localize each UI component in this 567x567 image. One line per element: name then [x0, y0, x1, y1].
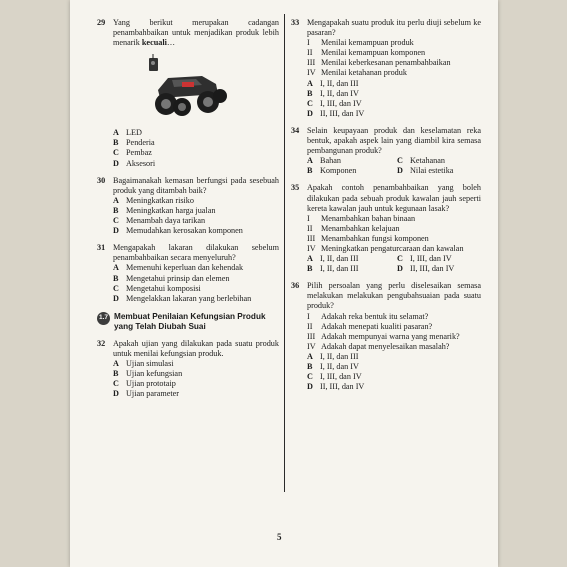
option-b[interactable]: B I, II, dan IV	[307, 362, 359, 371]
option-a[interactable]: A Bahan	[307, 156, 341, 166]
roman-item: I Menambahkan bahan binaan	[307, 213, 416, 223]
option-a[interactable]: A I, II, dan III	[307, 78, 359, 88]
roman-item: IV Meningkatkan pengaturcaraan dan kawalan	[307, 243, 464, 253]
question-number: 34	[291, 125, 300, 135]
roman-item: II Menilai kemampuan komponen	[307, 48, 426, 58]
option-c[interactable]: C Pembaz	[113, 148, 152, 158]
exam-page	[70, 0, 498, 567]
question-30	[97, 176, 279, 237]
question-stem: Selain keupayaan produk dan keselamatan reka bentuk, apakah aspek lain yang diambil kira semasa pembangunan produk?	[307, 125, 481, 156]
question-stem: Apakah ujian yang dilakukan pada suatu produk untuk menilai kefungsian produk.	[113, 338, 279, 358]
question-number: 35	[291, 183, 300, 193]
option-b[interactable]: B I, II, dan IV	[307, 88, 359, 98]
question-stem: Bagaimanakah kemasan berfungsi pada sesebuah produk yang ditambah baik?	[113, 175, 279, 195]
option-d[interactable]: D II, III, dan IV	[397, 264, 455, 274]
question-stem: Yang berikut merupakan cadangan penambahbaikan untuk menjadikan produk lebih menarik kecuali…	[113, 18, 279, 48]
question-number: 32	[97, 338, 106, 348]
option-b[interactable]: B I, II, dan III	[307, 264, 359, 274]
option-d[interactable]: D II, III, dan IV	[307, 108, 365, 118]
option-d[interactable]: D II, III, dan IV	[307, 382, 365, 392]
option-b[interactable]: B Penderia	[113, 138, 155, 148]
page-number: 5	[277, 532, 282, 542]
question-32	[97, 339, 279, 400]
left-column	[97, 18, 279, 406]
option-d[interactable]: D Nilai estetika	[397, 166, 454, 176]
roman-item: II Adakah menepati kualiti pasaran?	[307, 321, 433, 331]
option-c[interactable]: C I, III, dan IV	[307, 98, 362, 108]
option-a[interactable]: A Ujian simulasi	[113, 358, 174, 368]
question-number: 29	[97, 18, 106, 27]
question-stem: Mengapakah suatu produk itu perlu diuji sebelum ke pasaran?	[307, 18, 481, 38]
question-36	[291, 281, 481, 392]
option-b[interactable]: B Mengetahui prinsip dan elemen	[113, 273, 230, 283]
option-c[interactable]: C I, III, dan IV	[307, 372, 362, 382]
option-d[interactable]: D Memudahkan kerosakan komponen	[113, 226, 243, 236]
question-number: 31	[97, 243, 106, 253]
roman-item: IV Menilai ketahanan produk	[307, 68, 407, 78]
section-title: Membuat Penilaian Kefungsian Produk yang Telah Diubah Suai	[114, 311, 266, 331]
question-number: 36	[291, 281, 300, 291]
question-stem: Mengapakah lakaran dilakukan sebelum penambahbaikan secara menyeluruh?	[113, 243, 279, 263]
option-c[interactable]: C Menambah daya tarikan	[113, 216, 206, 226]
question-stem: Apakah contoh penambahbaikan yang boleh dilakukan pada sebuah produk kawalan jauh seperti kereta kawalan jauh untuk kegunaan lasak?	[307, 183, 481, 213]
roman-item: II Menambahkan kelajuan	[307, 223, 400, 233]
roman-item: IV Adakah dapat menyelesaikan masalah?	[307, 341, 450, 351]
question-number: 33	[291, 18, 300, 27]
column-divider	[284, 14, 285, 492]
option-a[interactable]: A I, II, dan III	[307, 254, 359, 264]
question-33	[291, 18, 481, 119]
question-number: 30	[97, 175, 106, 185]
option-d[interactable]: D Mengelakkan lakaran yang berlebihan	[113, 293, 252, 303]
option-b[interactable]: B Komponen	[307, 166, 357, 176]
question-31	[97, 243, 279, 304]
section-badge: 1.7	[97, 312, 110, 325]
roman-item: III Menilai keberkesanan penambahbaikan	[307, 58, 451, 68]
option-d[interactable]: D Aksesori	[113, 158, 156, 168]
roman-item: I Menilai kemampuan produk	[307, 38, 414, 48]
section-heading	[97, 312, 279, 332]
option-a[interactable]: A I, II, dan III	[307, 351, 359, 361]
roman-item: I Adakah reka bentuk itu selamat?	[307, 311, 429, 321]
option-a[interactable]: A LED	[113, 128, 142, 138]
right-column	[291, 18, 481, 399]
question-stem: Pilih persoalan yang perlu diselesaikan semasa melakukan melakukan pengubahsuaian pada suatu produk?	[307, 281, 481, 311]
question-35	[291, 183, 481, 274]
roman-item: III Adakah mempunyai warna yang menarik?	[307, 331, 460, 341]
rc-car-image	[138, 52, 230, 124]
option-d[interactable]: D Ujian parameter	[113, 389, 179, 399]
option-c[interactable]: C Mengetahui komposisi	[113, 283, 201, 293]
option-c[interactable]: C I, III, dan IV	[397, 254, 452, 264]
question-29	[97, 18, 279, 169]
option-b[interactable]: B Meningkatkan harga jualan	[113, 205, 216, 215]
option-c[interactable]: C Ketahanan	[397, 156, 446, 166]
option-a[interactable]: A Memenuhi keperluan dan kehendak	[113, 263, 244, 273]
roman-item: III Menambahkan fungsi komponen	[307, 233, 429, 243]
option-c[interactable]: C Ujian prototaip	[113, 379, 176, 389]
options-grid	[307, 156, 481, 176]
option-a[interactable]: A Meningkatkan risiko	[113, 195, 194, 205]
question-34	[291, 126, 481, 176]
options-grid	[307, 254, 481, 274]
emphasis-word: kecuali	[141, 38, 167, 48]
option-b[interactable]: B Ujian kefungsian	[113, 369, 183, 379]
